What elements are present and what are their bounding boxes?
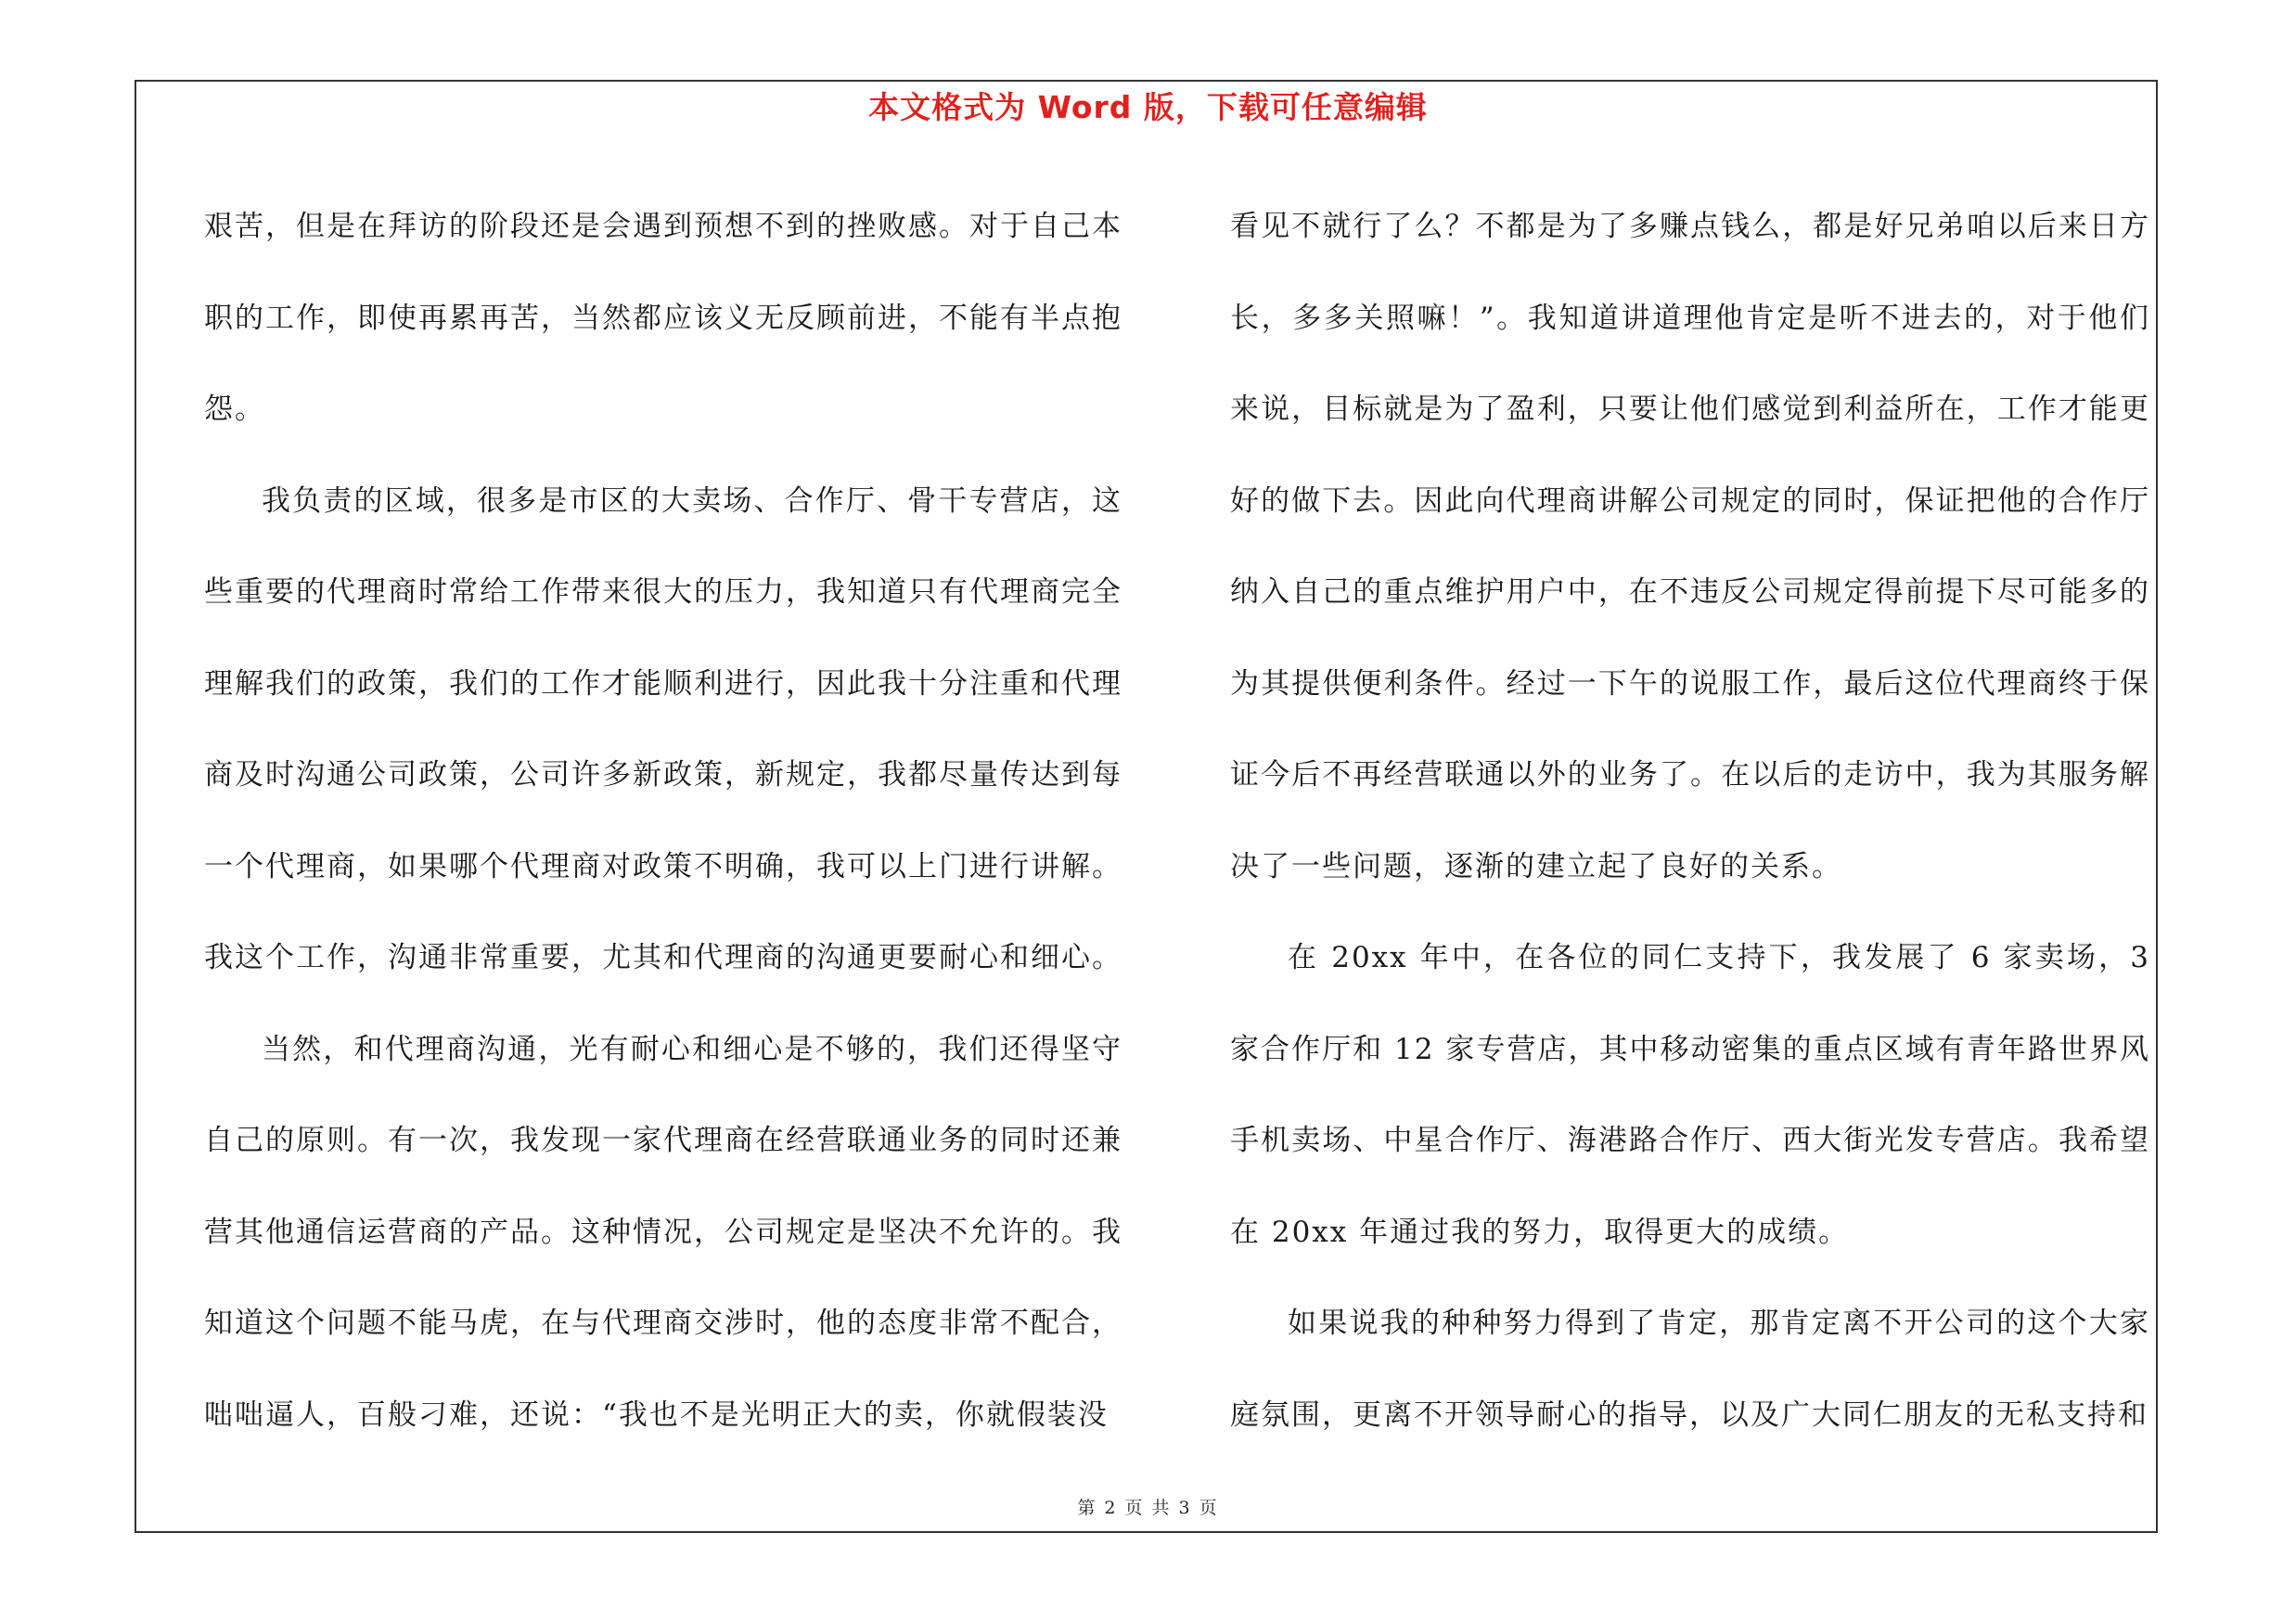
format-notice-banner: 本文格式为 Word 版，下载可任意编辑 <box>868 89 1428 125</box>
paragraph: 艰苦，但是在拜访的阶段还是会遇到预想不到的挫败感。对于自己本职的工作，即使再累再苦，当然都应该义无反顾前进，不能有半点抱怨。 <box>204 210 1122 426</box>
paragraph: 看见不就行了么？不都是为了多赚点钱么，都是好兄弟咱以后来日方长，多多关照嘛！”。我知道讲道理他肯定是听不进去的，对于他们来说，目标就是为了盈利，只要让他们感觉到利益所在，工作才能更好的做下去。因此向代理商讲解公司规定的同时，保证把他的合作厅纳入自己的重点维护用户中，在不违反公司规定得前提下尽可能多的为其提供便利条件。经过一下午的说服工作，最后这位代理商终于保证今后不再经营联通以外的业务了。在以后的走访中，我为其服务解决了一些问题，逐渐的建立起了良好的关系。 <box>1230 210 2150 883</box>
page-number-footer: 第 2 页 共 3 页 <box>1077 1498 1219 1518</box>
paragraph: 在 20xx 年中，在各位的同仁支持下，我发展了 6 家卖场，3 家合作厅和 12 家专营店，其中移动密集的重点区域有青年路世界风手机卖场、中星合作厅、海港路合作厅、西大街光发专营店。我希望在 20xx 年通过我的努力，取得更大的成绩。 <box>1230 941 2150 1249</box>
paragraph: 如果说我的种种努力得到了肯定，那肯定离不开公司的这个大家庭氛围，更离不开领导耐心的指导，以及广大同仁朋友的无私支持和 <box>1230 1307 2150 1432</box>
left-text-column <box>204 181 1122 1461</box>
paragraph: 我负责的区域，很多是市区的大卖场、合作厅、骨干专营店，这些重要的代理商时常给工作带来很大的压力，我知道只有代理商完全理解我们的政策，我们的工作才能顺利进行，因此我十分注重和代理商及时沟通公司政策，公司许多新政策，新规定，我都尽量传达到每一个代理商，如果哪个代理商对政策不明确，我可以上门进行讲解。我这个工作，沟通非常重要，尤其和代理商的沟通更要耐心和细心。 <box>204 483 1122 974</box>
paragraph: 当然，和代理商沟通，光有耐心和细心是不够的，我们还得坚守自己的原则。有一次，我发现一家代理商在经营联通业务的同时还兼营其他通信运营商的产品。这种情况，公司规定是坚决不允许的。我知道这个问题不能马虎，在与代理商交涉时，他的态度非常不配合，咄咄逼人，百般刁难，还说：“我也不是光明正大的卖，你就假装没 <box>204 1032 1122 1432</box>
right-text-column <box>1230 181 2150 1461</box>
